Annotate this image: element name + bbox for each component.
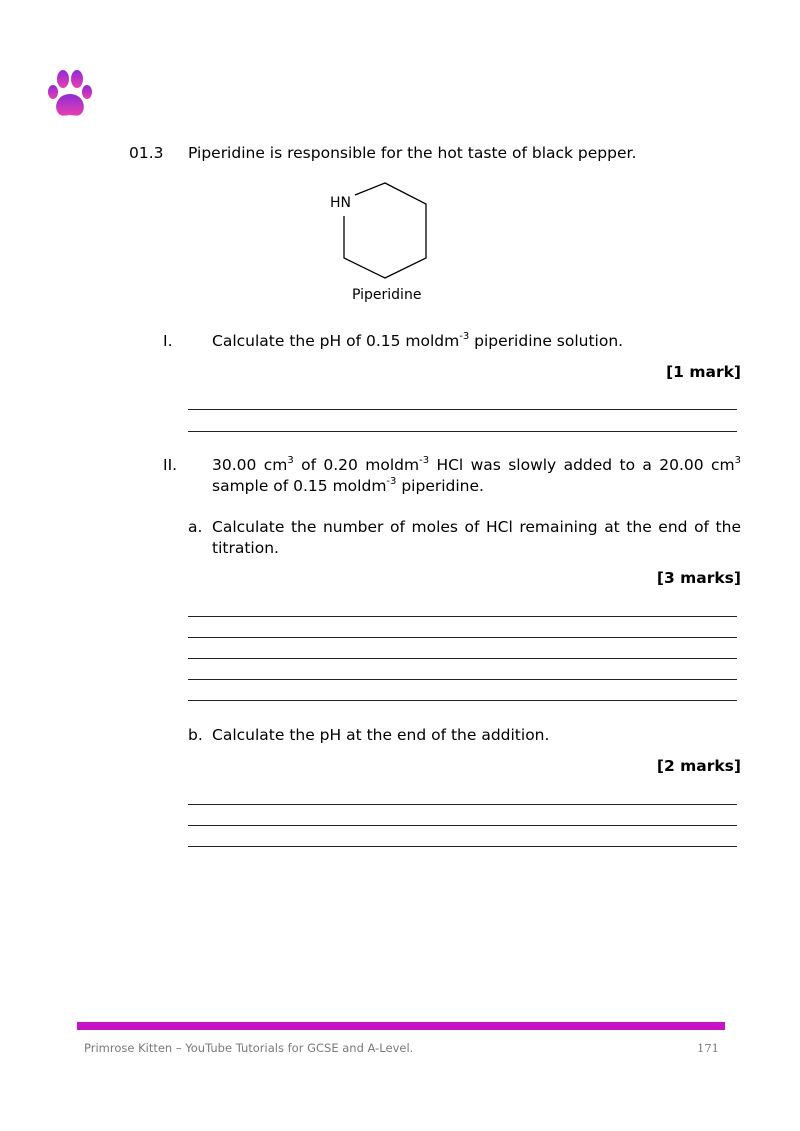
- part1-text: Calculate the pH of 0.15 moldm$^{-3}$ piperidine solution.: [212, 330, 624, 350]
- part2a-letter: a.: [188, 518, 203, 536]
- part1-marks: [1 mark]: [666, 363, 741, 381]
- answer-line: [188, 431, 737, 432]
- question-number: 01.3: [129, 144, 164, 162]
- answer-line: [188, 409, 737, 410]
- answer-line: [188, 658, 737, 659]
- answer-line: [188, 825, 737, 826]
- molecule-caption: Piperidine: [352, 287, 422, 303]
- footer-text: Primrose Kitten – YouTube Tutorials for GCSE and A-Level.: [84, 1041, 414, 1055]
- part2-numeral: II.: [163, 456, 178, 474]
- answer-line: [188, 637, 737, 638]
- part2b-text: Calculate the pH at the end of the addition.: [212, 726, 550, 744]
- part2b-marks: [2 marks]: [656, 757, 741, 775]
- answer-line: [188, 616, 737, 617]
- part2a-text: Calculate the number of moles of HCl remaining at the end of the titration.: [212, 518, 741, 557]
- part2-text: 30.00 $cm^3$ of 0.20 moldm$^{-3}$ HCl was slowly added to a 20.00 $cm^3$ sample of 0.15 moldm$^{-3}$ piperidine.: [212, 454, 742, 495]
- footer-accent-bar: [77, 1022, 725, 1030]
- part2a-marks: [3 marks]: [656, 569, 741, 587]
- part1-numeral: I.: [163, 332, 173, 350]
- molecule-atom-label: HN: [330, 195, 351, 211]
- answer-line: [188, 679, 737, 680]
- question-stem: Piperidine is responsible for the hot taste of black pepper.: [188, 144, 637, 162]
- answer-line: [188, 700, 737, 701]
- part2b-letter: b.: [188, 726, 203, 744]
- answer-line: [188, 804, 737, 805]
- piperidine-structure: [320, 176, 440, 286]
- page-number: 171: [697, 1041, 719, 1055]
- answer-line: [188, 846, 737, 847]
- paw-print-icon: [46, 68, 94, 120]
